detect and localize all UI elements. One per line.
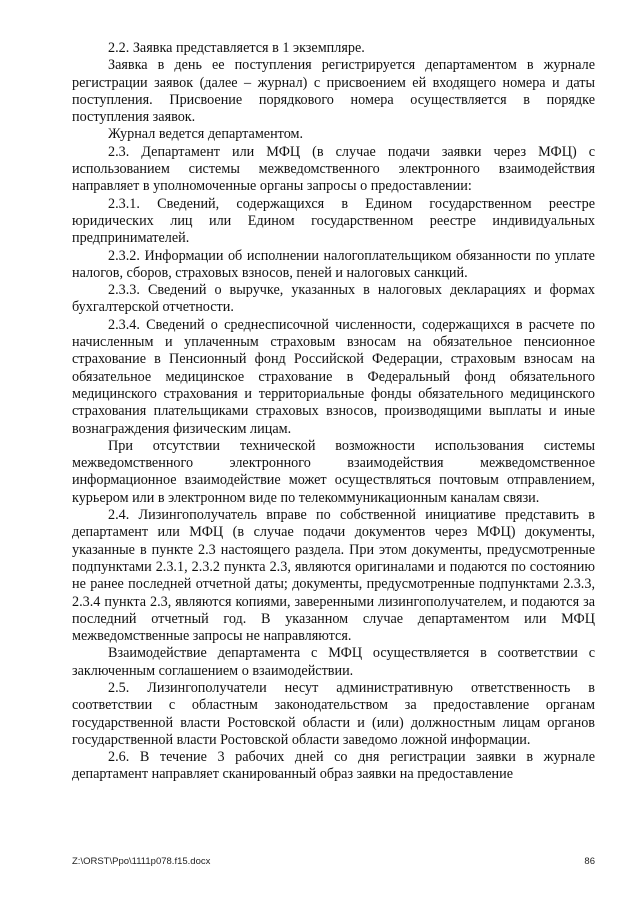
paragraph-registration: Заявка в день ее поступления регистрируется департаментом в журнале регистрации заявок (далее – журнал) с присвоением ей входящего номера и даты поступления. Присвоение порядкового номера осуществляется в порядке поступления заявок. — [72, 57, 595, 126]
document-body — [72, 40, 595, 784]
paragraph-2-5: 2.5. Лизингополучатели несут административную ответственность в соответствии с областным законодательством за предоставление органам государственной власти Ростовской области и (или) должностным лицам органов государственной власти Ростовской области заведомо ложной информации. — [72, 679, 595, 748]
page-footer — [72, 856, 595, 867]
file-path: Z:\ORST\Ppo\1111p078.f15.docx — [72, 856, 211, 867]
paragraph-no-technical-capability: При отсутствии технической возможности использования системы межведомственного электронного взаимодействия межведомственное информационное взаимодействие может осуществляться почтовым отправлением, курьером или в электронном виде по телекоммуникационным каналам связи. — [72, 437, 595, 506]
paragraph-2-3-4: 2.3.4. Сведений о среднесписочной численности, содержащихся в расчете по начисленным и уплаченным страховым взносам на обязательное пенсионное страхование в Пенсионный фонд Российской Федерации, страховым взносам на обязательное медицинское страхование в Федеральный фонд обязательного медицинского страхования и территориальные фонды обязательного медицинского страхования плательщиками страховых взносов, производящими выплаты и иные вознаграждения физическим лицам. — [72, 316, 595, 437]
paragraph-2-3-1: 2.3.1. Сведений, содержащихся в Едином государственном реестре юридических лиц или Едином государственном реестре индивидуальных предпринимателей. — [72, 195, 595, 247]
paragraph-mfc-interaction: Взаимодействие департамента с МФЦ осуществляется в соответствии с заключенным соглашением о взаимодействии. — [72, 645, 595, 679]
paragraph-2-2: 2.2. Заявка представляется в 1 экземпляре. — [108, 40, 365, 56]
page-number: 86 — [584, 856, 595, 867]
paragraph-2-6: 2.6. В течение 3 рабочих дней со дня регистрации заявки в журнале департамент направляет сканированный образ заявки на предоставление — [72, 749, 595, 783]
paragraph-2-3-3: 2.3.3. Сведений о выручке, указанных в налоговых декларациях и формах бухгалтерской отчетности. — [72, 282, 595, 316]
paragraph-2-3: 2.3. Департамент или МФЦ (в случае подачи заявки через МФЦ) с использованием системы межведомственного электронного взаимодействия направляет в уполномоченные органы запросы о предоставлении: — [72, 143, 595, 195]
paragraph-journal: Журнал ведется департаментом. — [108, 126, 304, 143]
paragraph-2-3-2: 2.3.2. Информации об исполнении налогоплательщиком обязанности по уплате налогов, сборов, страховых взносов, пеней и налоговых санкций. — [72, 247, 595, 281]
paragraph-2-4: 2.4. Лизингополучатель вправе по собственной инициативе представить в департамент или МФЦ (в случае подачи документов через МФЦ) документы, указанные в пункте 2.3 настоящего раздела. При этом документы, предусмотренные подпунктами 2.3.1, 2.3.2 пункта 2.3, являются оригиналами и подаются по состоянию не ранее последней отчетной даты; документы, предусмотренные подпунктами 2.3.3, 2.3.4 пункта 2.3, являются копиями, заверенными лизингополучателем, и подаются за последний отчетный год. В указанном случае департаментом или МФЦ межведомственные запросы не направляются. — [72, 507, 595, 645]
